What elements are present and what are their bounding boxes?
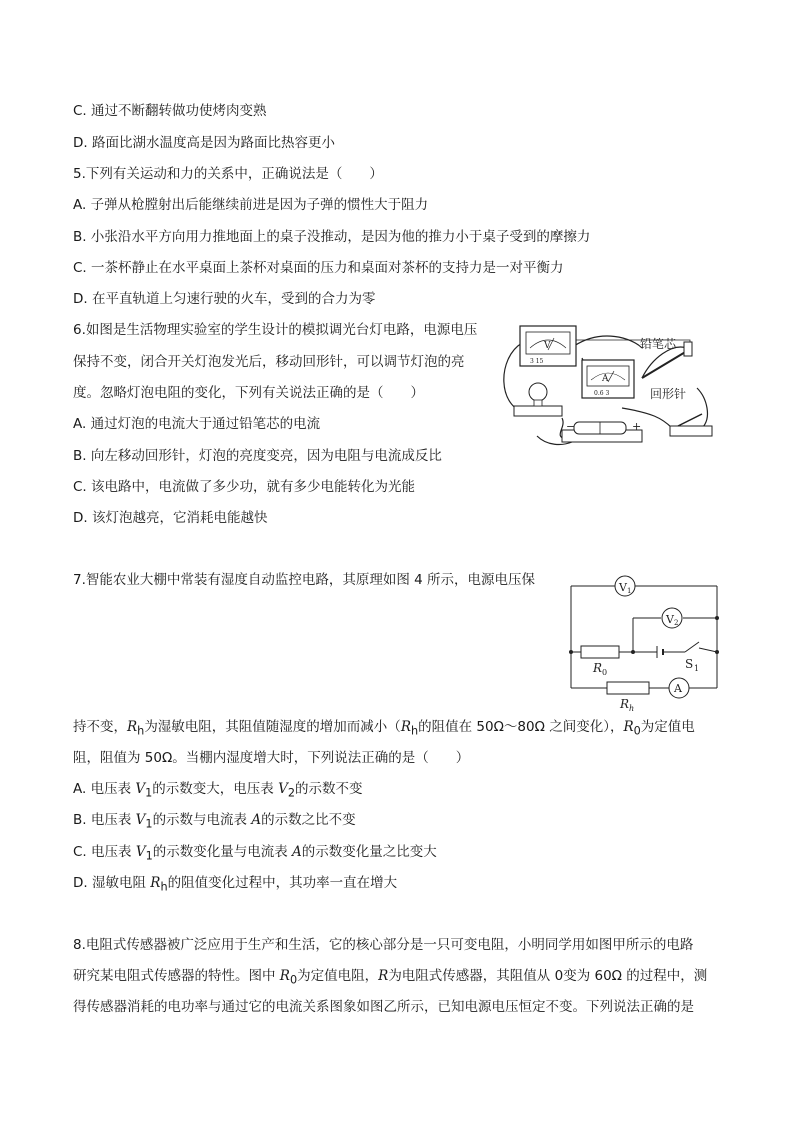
pencil-lead-label: 铅笔芯	[640, 337, 677, 351]
option-d-q7: D. 湿敏电阻 $R_h$的阻值变化过程中，其功率一直在增大	[73, 875, 398, 894]
question-8-stem-2: 研究某电阻式传感器的特性。图中 $R_0$为定值电阻，R为电阻式传感器，其阻值从 0变为 60Ω 的过程中，测	[73, 968, 708, 987]
voltmeter	[520, 326, 576, 366]
option-c-q6: C. 该电路中，电流做了多少功，就有多少电能转化为光能	[73, 479, 416, 495]
option-c-q7: C. 电压表 $V_1$的示数变化量与电流表 A的示数变化量之比变大	[73, 844, 437, 863]
question-6-stem-1: 6.如图是生活物理实验室的学生设计的模拟调光台灯电路，电源电压	[73, 322, 478, 338]
question-8-stem-1: 8.电阻式传感器被广泛应用于生产和生活，它的核心部分是一只可变电阻，小明同学用如图甲所示的电路	[73, 937, 694, 953]
question-7-stem-3: 阻，阻值为 50Ω。当棚内湿度增大时，下列说法正确的是（ ）	[73, 750, 470, 766]
option-a-q6: A. 通过灯泡的电流大于通过铅笔芯的电流	[73, 416, 321, 432]
voltmeter-v1	[615, 576, 635, 596]
svg-text:−: −	[566, 420, 576, 433]
voltmeter-v2	[662, 608, 682, 628]
question-7-stem-2: 持不变，$R_h$为湿敏电阻，其阻值随湿度的增加而减小（$R_h$的阻值在 50Ω～80Ω 之间变化），$R_0$为定值电	[73, 719, 695, 738]
question-6-stem-3: 度。忽略灯泡电阻的变化，下列有关说法正确的是（ ）	[73, 385, 424, 401]
svg-text:2: 2	[674, 619, 679, 627]
svg-text:0: 0	[602, 668, 608, 677]
ammeter	[582, 360, 634, 398]
dimmer-circuit-figure	[492, 318, 732, 458]
svg-text:0.6 3: 0.6 3	[594, 390, 610, 397]
resistor-r0	[581, 646, 619, 677]
question-7-stem-1: 7.智能农业大棚中常装有湿度自动监控电路，其原理如图 4 所示，电源电压保	[73, 572, 536, 588]
option-d-q4: D. 路面比湖水温度高是因为路面比热容更小	[73, 135, 335, 151]
question-6-stem-2: 保持不变，闭合开关灯泡发光后，移动回形针，可以调节灯泡的亮	[73, 354, 465, 370]
option-b-q6: B. 向左移动回形针，灯泡的亮度变亮，因为电阻与电流成反比	[73, 448, 442, 464]
option-a-q5: A. 子弹从枪膛射出后能继续前进是因为子弹的惯性大于阻力	[73, 197, 429, 213]
svg-text:V: V	[666, 613, 674, 626]
question-5-stem: 5.下列有关运动和力的关系中，正确说法是（ ）	[73, 166, 383, 182]
svg-text:+: +	[632, 420, 642, 433]
svg-text:A: A	[674, 682, 682, 695]
option-c-q5: C. 一茶杯静止在水平桌面上茶杯对桌面的压力和桌面对茶杯的支持力是一对平衡力	[73, 260, 564, 276]
svg-text:R: R	[593, 661, 603, 675]
svg-text:V: V	[544, 341, 551, 351]
resistor-rh	[607, 682, 649, 712]
switch-s1	[685, 657, 699, 673]
svg-text:h: h	[629, 704, 635, 712]
option-b-q7: B. 电压表 $V_1$的示数与电流表 A的示数之比不变	[73, 812, 356, 831]
option-d-q5: D. 在平直轨道上匀速行驶的火车，受到的合力为零	[73, 291, 376, 307]
svg-text:S: S	[685, 657, 694, 671]
svg-text:3 15: 3 15	[530, 358, 544, 365]
paper-clip-label: 回形针	[650, 387, 687, 401]
battery	[562, 420, 642, 442]
svg-text:1: 1	[627, 587, 632, 595]
question-8-stem-3: 得传感器消耗的电功率与通过它的电流关系图象如图乙所示，已知电源电压恒定不变。下列说法正确的是	[73, 999, 694, 1015]
option-b-q5: B. 小张沿水平方向用力推地面上的桌子没推动，是因为他的推力小于桌子受到的摩擦力	[73, 229, 591, 245]
svg-text:R: R	[620, 697, 630, 711]
ammeter-a	[669, 678, 689, 698]
switch	[670, 414, 712, 436]
humidity-circuit-figure	[565, 572, 730, 712]
lamp	[514, 383, 562, 416]
option-a-q7: A. 电压表 $V_1$的示数变大，电压表 $V_2$的示数不变	[73, 781, 363, 800]
svg-text:V: V	[619, 581, 627, 594]
option-d-q6: D. 该灯泡越亮，它消耗电能越快	[73, 510, 268, 526]
svg-text:A: A	[602, 374, 609, 384]
svg-text:1: 1	[694, 664, 700, 673]
option-c-q4: C. 通过不断翻转做功使烤肉变熟	[73, 103, 267, 119]
